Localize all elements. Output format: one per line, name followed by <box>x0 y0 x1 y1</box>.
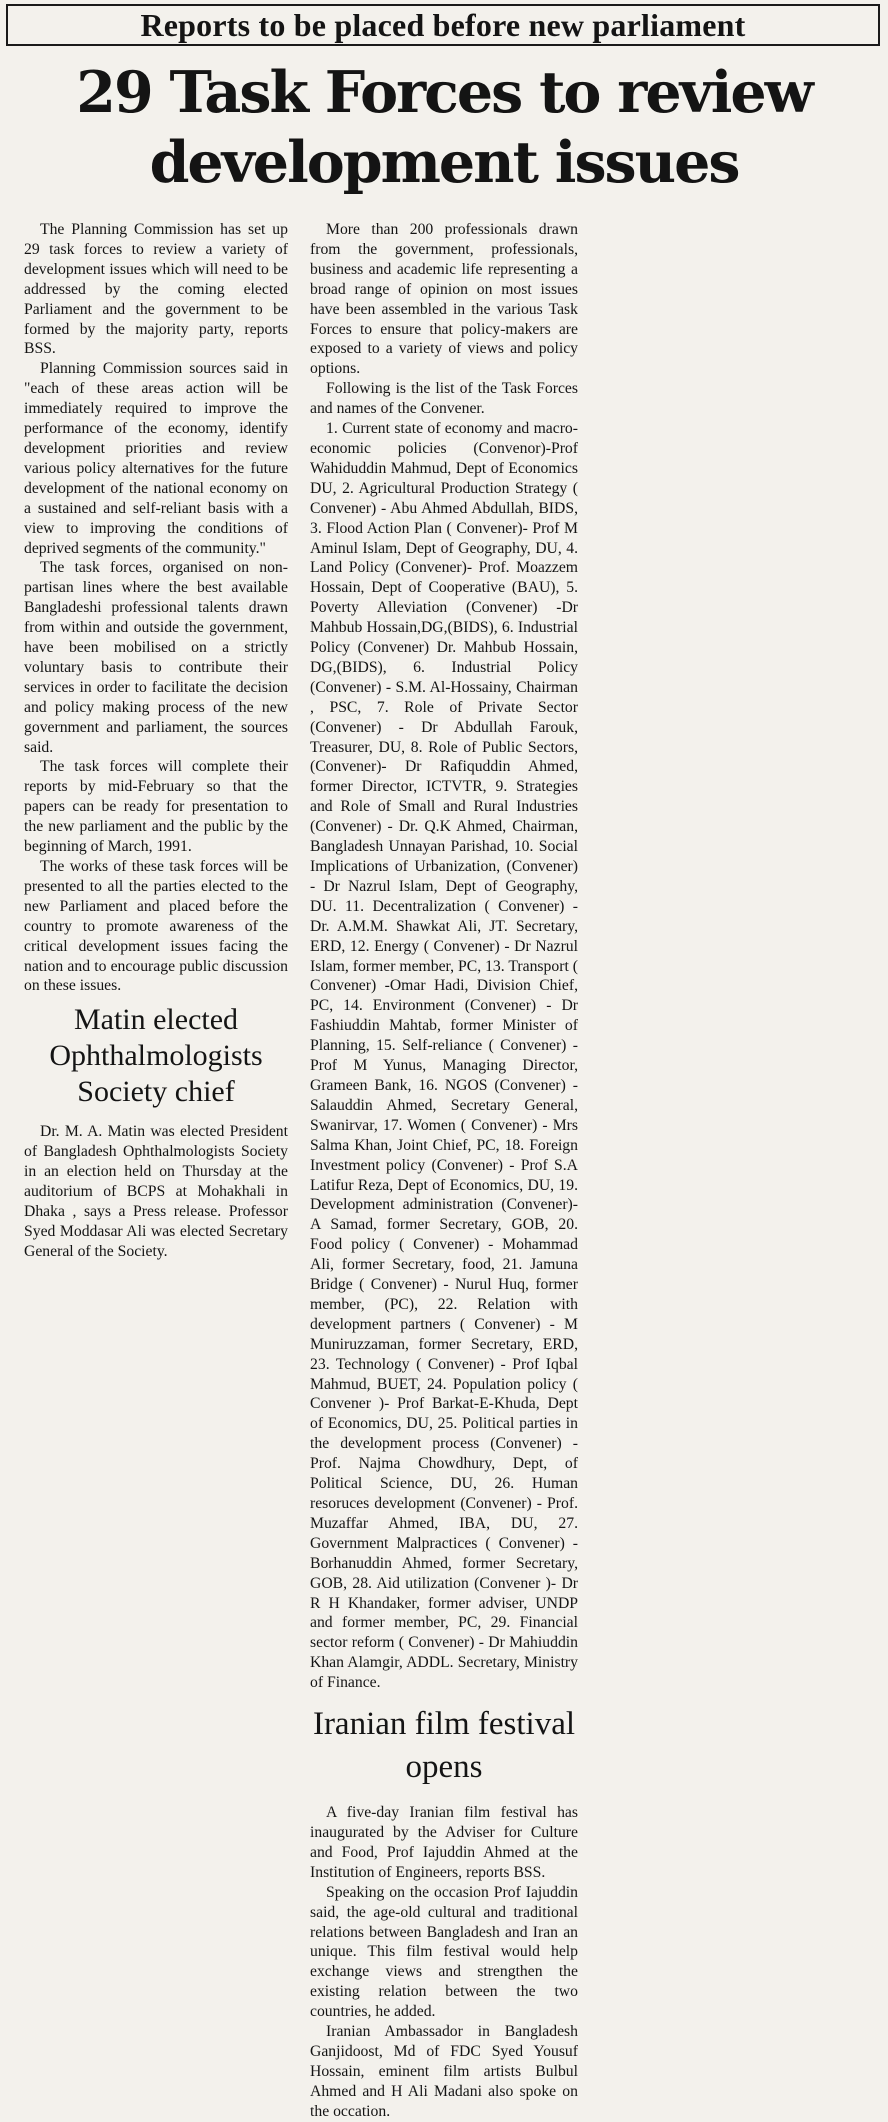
iran-paragraph: A five-day Iranian film festival has inaugurated by the Adviser for Culture and Food, Prof Iajuddin Ahmed at the Institution of Engineers, reports BSS. <box>310 1804 578 1881</box>
column-3 <box>598 220 880 1440</box>
article-paragraph: More than 200 professionals drawn from the government, professionals, business and academic life representing a broad range of opinion on most issues have been assembled in the various Task Forces to ensure that policy-makers are exposed to a variety of views and policy options. <box>310 221 578 378</box>
matin-headline: Matin elected Ophthalmologists Society chief <box>49 1003 263 1109</box>
kicker-box <box>6 4 880 46</box>
matin-paragraph: Dr. M. A. Matin was elected President of Bangladesh Ophthalmologists Society in an election held on Thursday at the auditorium of BCPS at Mohakhali in Dhaka , says a Press release. Professor Syed Moddasar Ali was elected Secretary General of the Society. <box>24 1123 288 1260</box>
column-1 <box>24 220 288 1440</box>
article-paragraph: The works of these task forces will be presented to all the parties elected to the new Parliament and placed before the country to promote awareness of the critical development issues facing the nation and to encourage public discussion on these issues. <box>24 858 288 995</box>
article-paragraph: The Planning Commission has set up 29 task forces to review a variety of development issues which will need to be addressed by the coming elected Parliament and the government to be formed by the majority party, reports BSS. <box>24 221 288 358</box>
article-paragraph: Planning Commission sources said in "each of these areas action will be immediately required to improve the performance of the economy, identify development priorities and review various policy alternatives for the future development of the national economy on a sustained and self-reliant basis with a view to improving the conditions of deprived segments of the community." <box>24 360 288 557</box>
article-paragraph: The task forces will complete their reports by mid-February so that the papers can be ready for presentation to the new parliament and the public by the beginning of March, 1991. <box>24 758 288 856</box>
iran-headline: Iranian film festival opens <box>312 1706 576 1786</box>
article-paragraph: Following is the list of the Task Forces and names of the Convener. <box>310 380 578 418</box>
article-paragraph: The task forces, organised on non-partisan lines where the best available Bangladeshi professional talents drawn from within and outside the government, have been mobilised on a strictly voluntary basis to contribute their services in order to facilitate the decision and policy making process of the new government and parliament, the sources said. <box>24 559 288 756</box>
iran-paragraph: Iranian Ambassador in Bangladesh Ganjidoost, Md of FDC Syed Yousuf Hossain, eminent film artists Bulbul Ahmed and H Ali Madani also spoke on the occation. <box>310 2023 578 2120</box>
article-kicker: Reports to be placed before new parliament <box>140 7 746 43</box>
iran-paragraph: Speaking on the occasion Prof Iajuddin said, the age-old cultural and traditional relations between Bangladesh and Iran an unique. This film festival would help exchange views and strengthen the existing relation between the two countries, he added. <box>310 1883 578 2021</box>
article-headline: 29 Task Forces to review development issues <box>76 59 812 196</box>
task-force-list: 1. Current state of economy and macro-economic policies (Convenor)-Prof Wahiduddin Mahmud, Dept of Economics DU, 2. Agricultural Production Strategy ( Convener) - Abu Ahmed Abdullah, BIDS, 3. Flood Action Plan ( Convener)- Prof M Aminul Islam, Dept of Geography, DU, 4. Land Policy (Convener)- Prof. Moazzem Hossain, Dept of Cooperative (BAU), 5. Poverty Alleviation (Convener) -Dr Mahbub Hossain,DG,(BIDS), 6. Industrial Policy (Convener) Dr. Mahbub Hossain, DG,(BIDS), 6. Industrial Policy (Convener) - S.M. Al-Hossainy, Chairman , PSC, 7. Role of Private Sector (Convener) - Dr Abdullah Farouk, Treasurer, DU, 8. Role of Public Sectors, (Convener)- Dr Rafiquddin Ahmed, former Director, ICTVTR, 9. Strategies and Role of Small and Rural Industries (Convener) - Dr. Q.K Ahmed, Chairman, Bangladesh Unnayan Parishad, 10. Social Implications of Urbanization, (Convener) - Dr Nazrul Islam, Dept of Geography, DU. 11. Decentralization ( Convener) - Dr. A.M.M. Shawkat Ali, JT. Secretary, ERD, 12. Energy ( Convener) - Dr Nazrul Islam, former member, PC, 13. Transport ( Convener) -Omar Hadi, Division Chief, PC, 14. Environment (Convener) - Dr Fashiuddin Mahtab, former Minister of Planning, 15. Self-reliance ( Convener) - Prof M Yunus, Managing Director, Grameen Bank, 16. NGOS (Convener) - Salauddin Ahmed, Secretary General, Swanirvar, 17. Women ( Convener) - Mrs Salma Khan, Joint Chief, PC, 18. Foreign Investment policy (Convener) - Prof S.A Latifur Reza, Dept of Economics, DU, 19. Development administration (Convener)- A Samad, former Secretary, GOB, 20. Food policy ( Convener) - Mohammad Ali, former Secretary, food, 21. Jamuna Bridge ( Convener) - Nurul Huq, former member, (PC), 22. Relation with development partners ( Convener) - M Muniruzzaman, former Secretary, ERD, 23. Technology ( Convener) - Prof Iqbal Mahmud, BUET, 24. Population policy ( Convener )- Prof Barkat-E-Khuda, Dept of Economics, DU, 25. Political parties in the development process (Convener) - Prof. Najma Chowdhury, Dept, of Political Science, DU, 26. Human resoruces development (Convener) - Prof. Muzaffar Ahmed, IBA, DU, 27. Government Malpractices ( Convener) - Borhanuddin Ahmed, former Secretary, GOB, 28. Aid utilization (Convener )- Dr R H Khandaker, former adviser, UNDP and former member, PC, 29. Financial sector reform ( Convener) - Dr Mahiuddin Khan Alamgir, ADDL. Secretary, Ministry of Finance. <box>310 420 578 1692</box>
column-2 <box>310 220 578 2120</box>
